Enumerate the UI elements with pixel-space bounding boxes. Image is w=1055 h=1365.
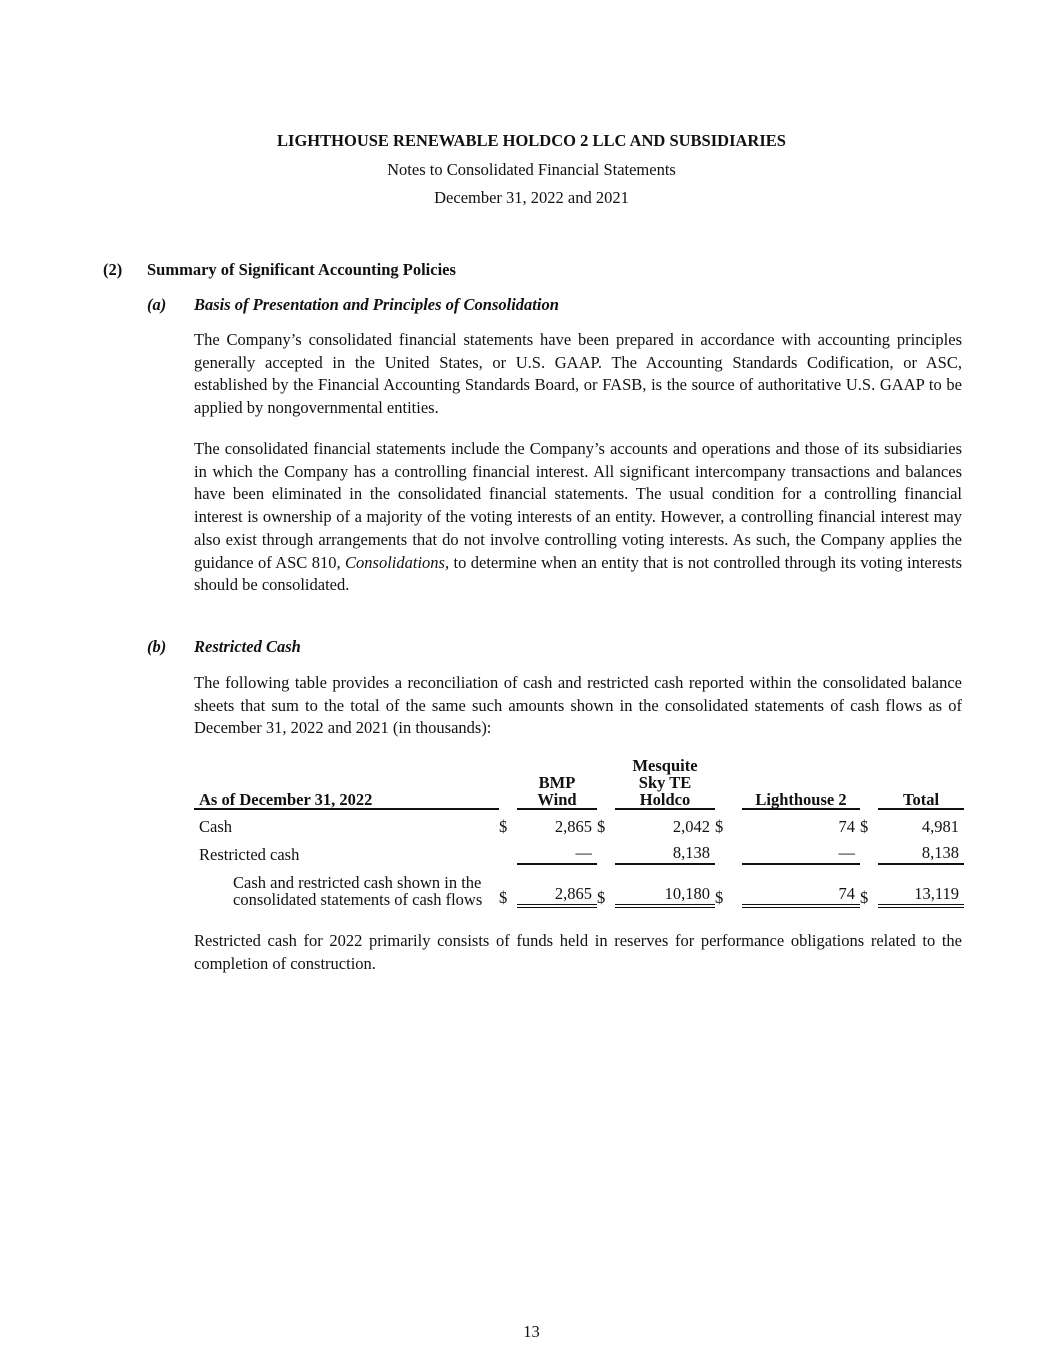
section-heading	[103, 260, 456, 280]
section-title: Summary of Significant Accounting Policies	[147, 260, 456, 279]
paragraph-basis-2	[194, 438, 962, 597]
currency-symbol: $	[715, 817, 724, 836]
row-label: Restricted cash	[199, 845, 300, 864]
cell-value: 2,865	[554, 817, 592, 836]
section-number: (2)	[103, 260, 123, 279]
currency-symbol: $	[860, 817, 869, 836]
column-header-mesquite-sky: Mesquite Sky TE Holdco	[615, 757, 715, 810]
table-total-row	[194, 865, 964, 908]
row-label: Cash and restricted cash shown in the consolidated statements of cash flows	[233, 873, 483, 909]
column-header-bmp-wind: BMP Wind	[517, 757, 597, 810]
cell-value: 74	[838, 817, 855, 836]
table-row	[194, 810, 964, 837]
paragraph-restricted-intro	[194, 672, 962, 740]
document-subtitle: Notes to Consolidated Financial Statements	[387, 160, 676, 179]
page-number: 13	[523, 1322, 540, 1341]
paragraph-text: Restricted cash for 2022 primarily consists of funds held in reserves for performance obligations related to the completion of construction.	[194, 931, 962, 973]
table-row	[194, 837, 964, 865]
restricted-cash-table	[194, 757, 964, 908]
subsection-letter: (b)	[147, 637, 167, 656]
currency-symbol: $	[597, 817, 606, 836]
cell-value: 8,138	[878, 837, 964, 865]
currency-symbol: $	[597, 888, 606, 907]
cell-value: 10,180	[615, 865, 715, 908]
column-header-lighthouse-2: Lighthouse 2	[742, 757, 860, 810]
company-name: LIGHTHOUSE RENEWABLE HOLDCO 2 LLC AND SUBSIDIARIES	[277, 131, 786, 150]
subsection-b-heading	[147, 637, 301, 657]
cell-value: 2,042	[672, 817, 710, 836]
column-header-total: Total	[878, 757, 964, 810]
paragraph-basis-1	[194, 329, 962, 420]
cell-value: —	[517, 837, 597, 865]
statement-period: December 31, 2022 and 2021	[434, 188, 629, 207]
paragraph-text: The Company’s consolidated financial statements have been prepared in accordance with accounting principles generally accepted in the United States, or U.S. GAAP. The Accounting Standards Codification, or ASC, established by the Financial Accounting Standards Board, or FASB, is the source of authoritative U.S. GAAP to be applied by nongovernmental entities.	[194, 330, 962, 418]
cell-value: 74	[742, 865, 860, 908]
cell-value: —	[742, 837, 860, 865]
currency-symbol: $	[499, 888, 508, 907]
row-label: Cash	[199, 817, 232, 836]
table-label-header: As of December 31, 2022	[194, 757, 499, 810]
cell-value: 8,138	[615, 837, 715, 865]
paragraph-text: The consolidated financial statements include the Company’s accounts and operations and those of its subsidiaries in which the Company has a controlling financial interest. All significant intercompany transactions and balances have been eliminated in the consolidated financial statements. The usual condition for a controlling financial interest is ownership of a majority of the voting interests of an entity. However, a controlling financial interest may also exist through arrangements that do not involve controlling voting interests. As such, the Company applies the guidance of ASC 810,	[194, 439, 962, 572]
subsection-letter: (a)	[147, 295, 167, 314]
asc-topic-title: Consolidations	[345, 552, 445, 572]
paragraph-text: The following table provides a reconciliation of cash and restricted cash reported within the consolidated balance sheets that sum to the total of the same such amounts shown in the consolidated statements of cash flows as of December 31, 2022 and 2021 (in thousands):	[194, 673, 962, 738]
paragraph-restricted-closing	[194, 930, 962, 975]
currency-symbol: $	[715, 888, 724, 907]
cell-value: 13,119	[878, 865, 964, 908]
subsection-title: Restricted Cash	[194, 637, 301, 656]
table-header-row	[194, 757, 964, 810]
currency-symbol: $	[860, 888, 869, 907]
subsection-a-heading	[147, 295, 559, 315]
cell-value: 4,981	[921, 817, 959, 836]
cell-value: 2,865	[517, 865, 597, 908]
currency-symbol: $	[499, 817, 508, 836]
paragraph-text: , to determine when an entity that is not controlled through its voting interests should be consolidated.	[194, 552, 962, 595]
subsection-title: Basis of Presentation and Principles of Consolidation	[194, 295, 559, 314]
